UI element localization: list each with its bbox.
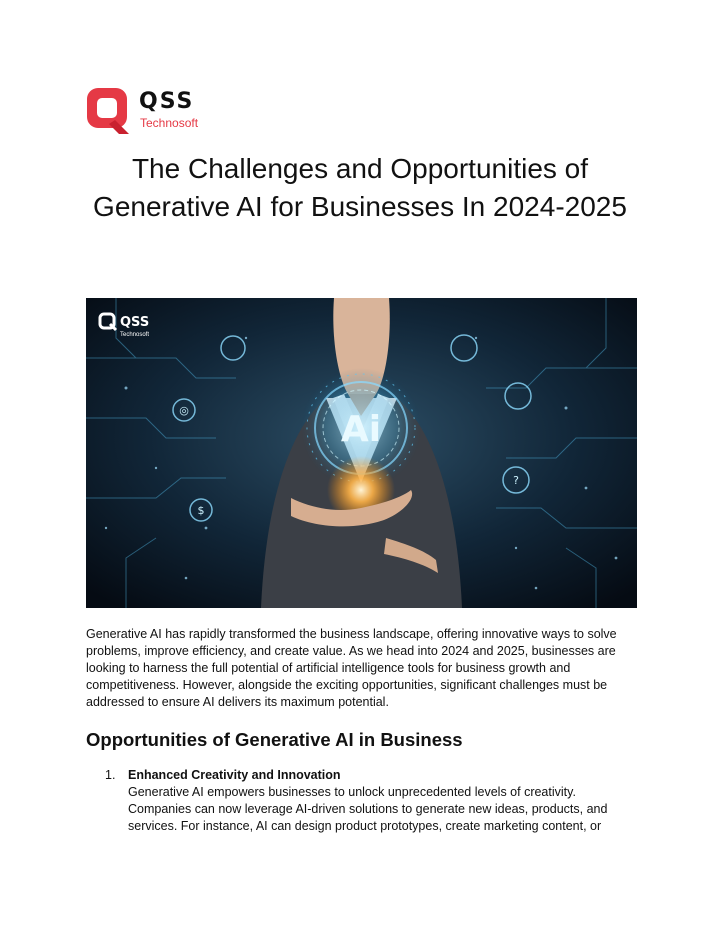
list-item-title: Enhanced Creativity and Innovation — [128, 768, 341, 782]
qss-logo-mark-icon — [85, 86, 133, 136]
list-item — [105, 767, 635, 835]
qss-logo — [85, 86, 215, 136]
svg-text:$: $ — [197, 504, 205, 517]
hero-watermark-word: QSS — [120, 315, 150, 330]
section-heading: Opportunities of Generative AI in Business — [86, 729, 463, 750]
svg-text:◎: ◎ — [179, 404, 189, 417]
logo-subtitle: Technosoft — [140, 116, 199, 130]
list-item-body: Generative AI empowers businesses to unlock unprecedented levels of creativity. Companies can now leverage AI-driven solutions to generate new ideas, products, and services. For instance, AI can design product prototypes, create marketing content, or — [128, 785, 608, 833]
hero-watermark-sub: Technosoft — [120, 332, 150, 338]
opportunities-list — [105, 767, 635, 835]
ai-businesswoman-illustration — [86, 298, 637, 608]
svg-text:?: ? — [513, 474, 519, 487]
hero-image — [86, 298, 637, 608]
document-title: The Challenges and Opportunities of Generative AI for Businesses In 2024-2025 — [93, 153, 627, 222]
intro-paragraph: Generative AI has rapidly transformed the business landscape, offering innovative ways to solve problems, improve efficiency, and create value. As we head into 2024 and 2025, businesses are looking to harness the full potential of artificial intelligence tools for business growth and competitiveness. However, alongside the exciting opportunities, significant challenges must be addressed to ensure AI delivers its maximum potential. — [86, 627, 617, 709]
logo-wordmark: QSS — [139, 89, 195, 114]
list-item-number: 1. — [105, 768, 116, 782]
ai-center-label: Ai — [340, 409, 382, 450]
